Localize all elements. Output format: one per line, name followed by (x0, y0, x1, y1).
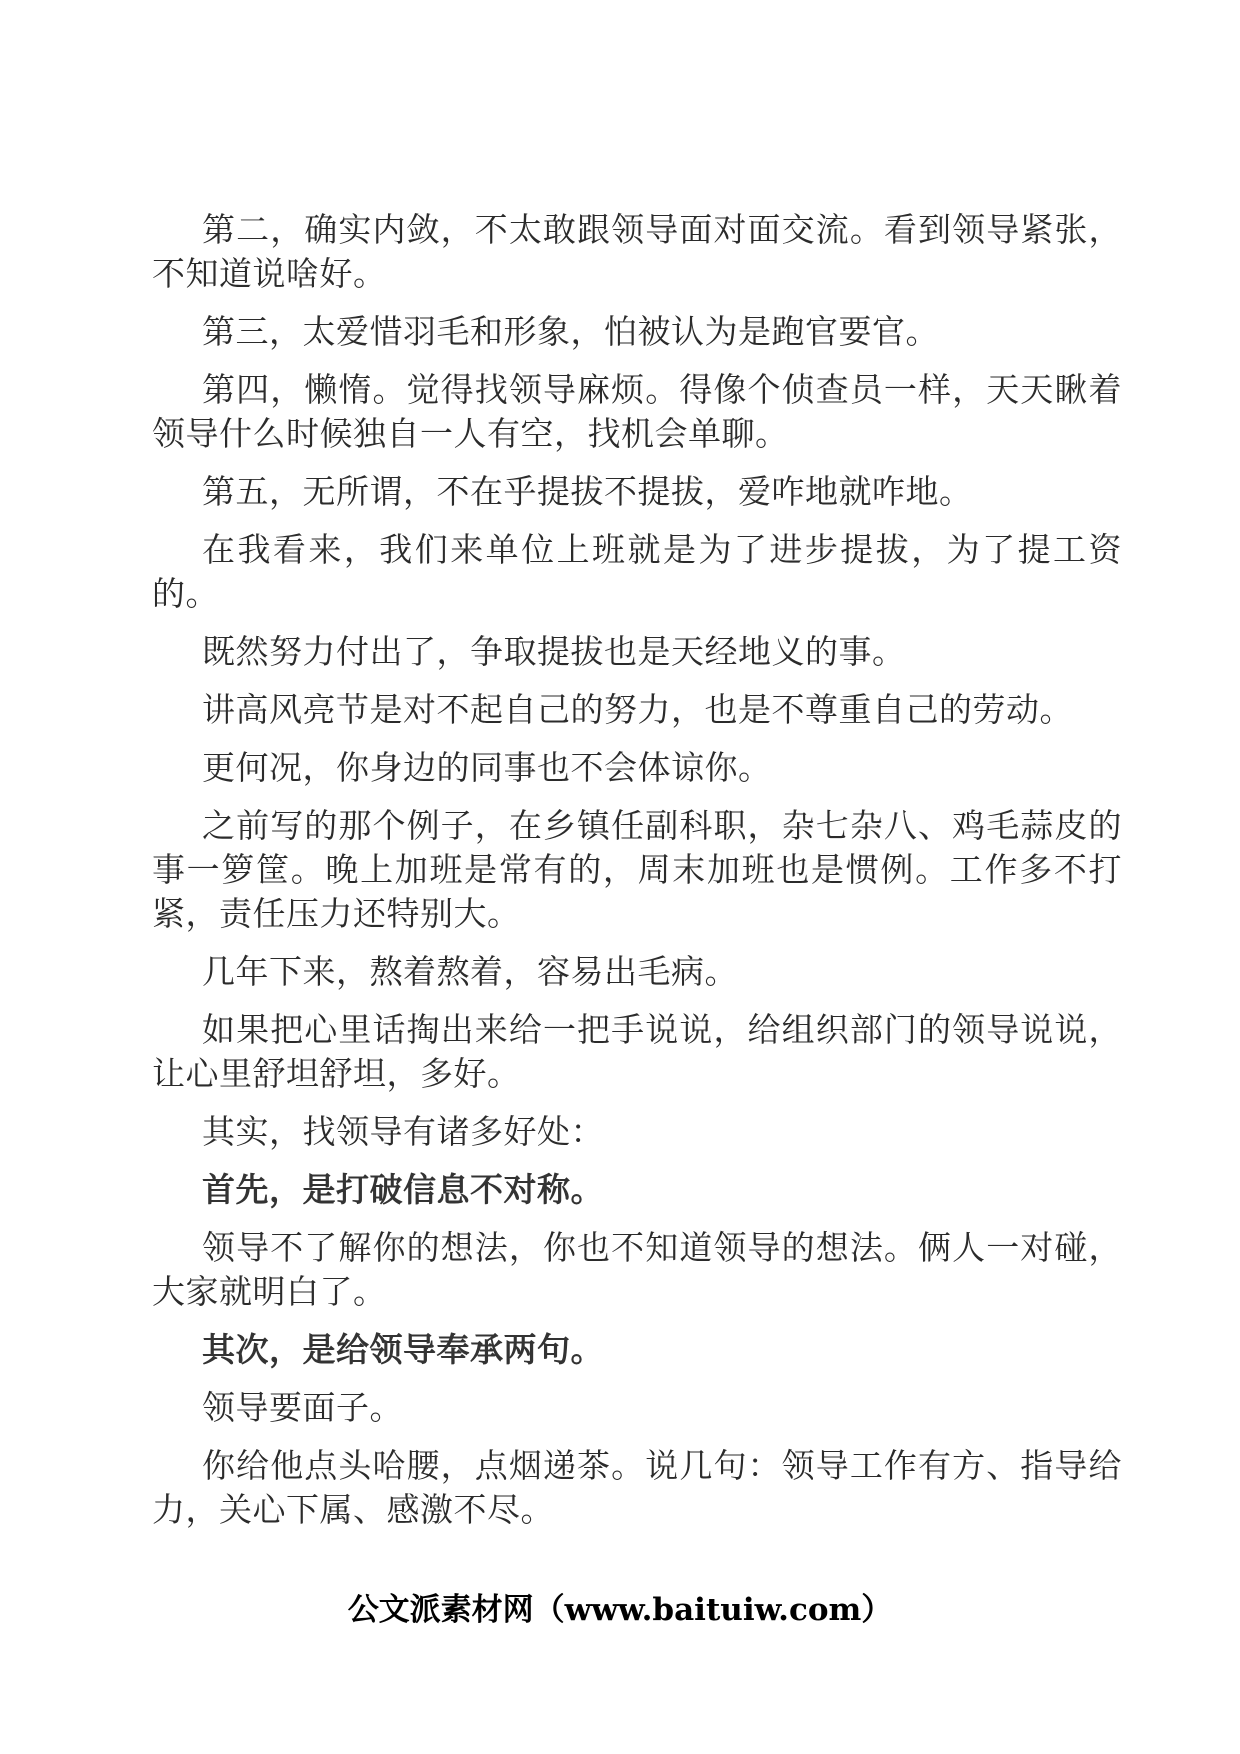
paragraph: 其实，找领导有诸多好处： (202, 1112, 604, 1151)
footer-source: 公文派素材网（www.baituiw.com） (347, 1592, 893, 1628)
paragraph: 领导不了解你的想法，你也不知道领导的想法。俩人一对碰，大家就明白了。 (152, 1228, 1122, 1311)
paragraph: 第五，无所谓，不在乎提拔不提拔，爱咋地就咋地。 (202, 472, 973, 511)
paragraph: 第二，确实内敛，不太敢跟领导面对面交流。看到领导紧张，不知道说啥好。 (152, 210, 1122, 293)
paragraph: 第三，太爱惜羽毛和形象，怕被认为是跑官要官。 (202, 312, 939, 351)
paragraph: 既然努力付出了，争取提拔也是天经地义的事。 (202, 632, 906, 671)
paragraph: 如果把心里话掏出来给一把手说说，给组织部门的领导说说，让心里舒坦舒坦，多好。 (152, 1010, 1122, 1093)
document-body (152, 208, 1122, 1546)
paragraph: 讲高风亮节是对不起自己的努力，也是不尊重自己的劳动。 (202, 690, 1073, 729)
paragraph: 领导要面子。 (202, 1388, 403, 1427)
paragraph: 之前写的那个例子，在乡镇任副科职，杂七杂八、鸡毛蒜皮的事一箩筐。晚上加班是常有的，周末加班也是惯例。工作多不打紧，责任压力还特别大。 (152, 806, 1122, 933)
paragraph: 在我看来，我们来单位上班就是为了进步提拔，为了提工资的。 (152, 530, 1122, 613)
section-heading: 其次，是给领导奉承两句。 (202, 1330, 604, 1369)
paragraph: 你给他点头哈腰，点烟递茶。说几句：领导工作有方、指导给力，关心下属、感激不尽。 (152, 1446, 1122, 1529)
paragraph: 几年下来，熬着熬着，容易出毛病。 (202, 952, 738, 991)
paragraph: 第四，懒惰。觉得找领导麻烦。得像个侦查员一样，天天瞅着领导什么时候独自一人有空，找机会单聊。 (152, 370, 1122, 453)
section-heading: 首先，是打破信息不对称。 (202, 1170, 604, 1209)
paragraph: 更何况，你身边的同事也不会体谅你。 (202, 748, 772, 787)
